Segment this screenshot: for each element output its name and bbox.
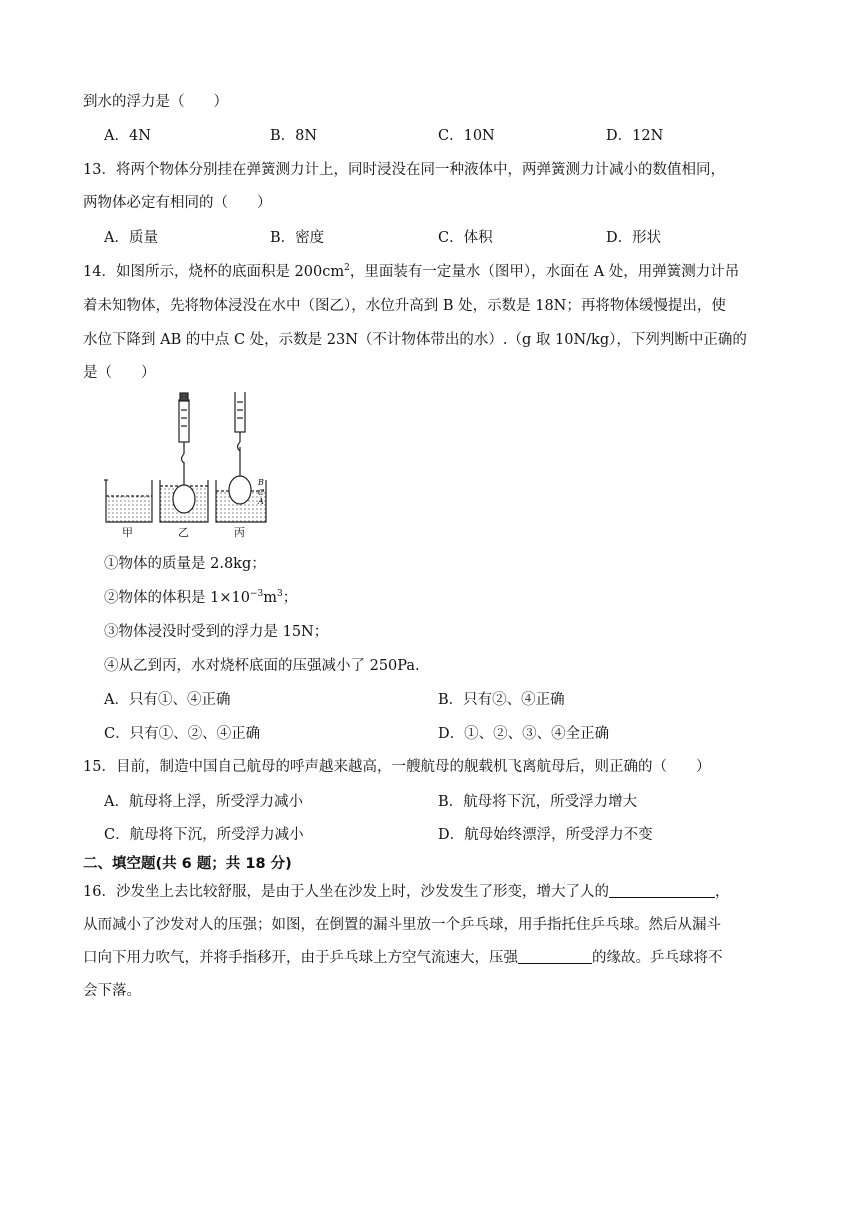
figure-label-bing: 丙: [234, 526, 245, 539]
level-label-b: B: [258, 478, 264, 487]
q15-option-c[interactable]: C．航母将下沉，所受浮力减小: [104, 827, 304, 843]
q13-option-d[interactable]: D．形状: [606, 230, 662, 246]
q14-statement-4: ④从乙到丙，水对烧杯底面的压强减小了 250Pa.: [104, 658, 420, 674]
q14-option-b[interactable]: B．只有②、④正确: [438, 692, 565, 708]
q14-option-a[interactable]: A．只有①、④正确: [104, 692, 231, 708]
q14-statement-3: ③物体浸没时受到的浮力是 15N；: [104, 624, 329, 640]
q16-blank-2[interactable]: [518, 949, 592, 964]
q14-stem-line3: 水位下降到 AB 的中点 C 处，示数是 23N（不计物体带出的水）.（g 取 10N/kg），下列判断中正确的: [83, 332, 747, 348]
q12-stem: 到水的浮力是（ ）: [83, 94, 228, 110]
q12-option-c[interactable]: C．10N: [438, 128, 495, 144]
q14-stem-line4: 是（ ）: [83, 365, 156, 381]
q12-option-b[interactable]: B．8N: [270, 128, 318, 144]
q15-option-b[interactable]: B．航母将下沉，所受浮力增大: [438, 794, 638, 810]
section-title-fill-in: 二、填空题(共 6 题；共 18 分): [83, 856, 292, 872]
level-label-c: C: [258, 488, 265, 497]
q13-option-c[interactable]: C．体积: [438, 230, 493, 246]
q16-blank-1[interactable]: [609, 883, 715, 898]
q14-statement-2: ②物体的体积是 $1\times 10^{-3}m^3$；: [104, 589, 298, 606]
figure-label-yi: 乙: [178, 526, 189, 539]
q14-statement-1: ①物体的质量是 2.8kg；: [104, 556, 266, 572]
q16-stem-line1: 16．沙发坐上去比较舒服，是由于人坐在沙发上时，沙发发生了形变，增大了人的 ，: [83, 884, 730, 900]
q12-option-d[interactable]: D．12N: [606, 128, 664, 144]
q14-option-d[interactable]: D．①、②、③、④全正确: [438, 726, 610, 742]
q15-option-d[interactable]: D．航母始终漂浮，所受浮力不变: [438, 827, 653, 843]
q15-stem: 15．目前，制造中国自己航母的呼声越来越高，一艘航母的舰载机飞离航母后，则正确的（ ）: [83, 759, 711, 775]
q13-stem-line1: 13．将两个物体分别挂在弹簧测力计上，同时浸没在同一种液体中，两弹簧测力计减小的数值相同，: [83, 162, 725, 178]
q14-option-c[interactable]: C．只有①、②、④正确: [104, 726, 261, 742]
q14-beaker-figure: [100, 392, 270, 524]
q16-stem-line4: 会下落。: [83, 983, 141, 999]
q16-stem-line2: 从而减小了沙发对人的压强；如图，在倒置的漏斗里放一个乒乓球，用手指托住乒乓球。然后从漏斗: [83, 917, 721, 933]
figure-label-jia: 甲: [122, 526, 133, 539]
q14-stem-line2: 着未知物体，先将物体浸没在水中（图乙），水位升高到 B 处，示数是 18N；再将物体缓慢提出，使: [83, 298, 726, 314]
q12-option-a[interactable]: A．4N: [104, 128, 151, 144]
level-label-a: A: [258, 497, 264, 506]
q14-stem-line1: 14．如图所示，烧杯的底面积是 $200cm^2$，里面装有一定量水（图甲），水面在 A 处，用弹簧测力计吊: [83, 263, 740, 280]
q16-stem-line3: 口向下用力吹气，并将手指移开，由于乒乓球上方空气流速大，压强 的缘故。乒乓球将不: [83, 950, 723, 966]
q15-option-a[interactable]: A．航母将上浮，所受浮力减小: [104, 794, 303, 810]
q13-option-a[interactable]: A．质量: [104, 230, 158, 246]
q13-stem-line2: 两物体必定有相同的（ ）: [83, 195, 272, 211]
q13-option-b[interactable]: B．密度: [270, 230, 325, 246]
